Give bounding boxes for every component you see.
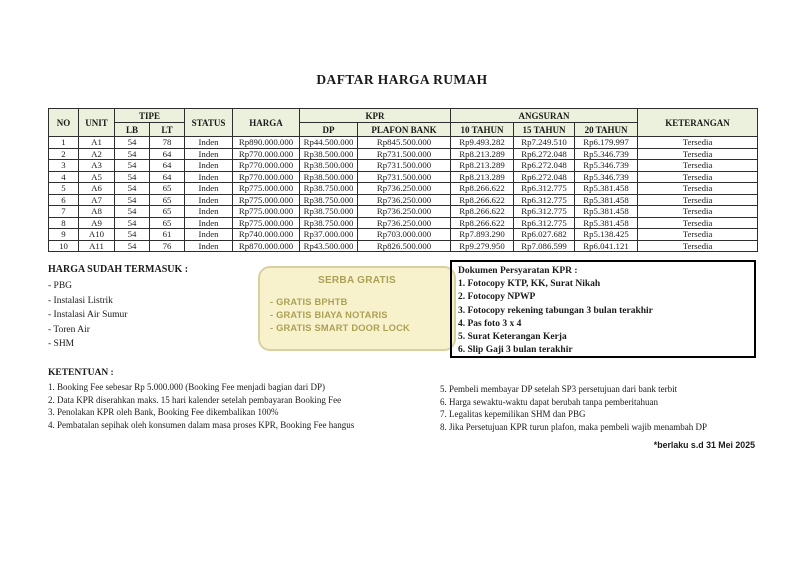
page-title: DAFTAR HARGA RUMAH (316, 72, 488, 87)
table-cell: Tersedia (638, 171, 758, 183)
table-cell: 9 (49, 229, 79, 241)
table-cell: 54 (115, 217, 150, 229)
table-cell: Rp5.381.458 (575, 194, 638, 206)
gratis-item: - GRATIS BPHTB (270, 297, 348, 307)
ketentuan-item: 2. Data KPR diserahkan maks. 15 hari kalender setelah pembayaran Booking Fee (48, 394, 342, 405)
table-cell: Rp38.500.000 (300, 148, 358, 160)
col-header-harga: HARGA (233, 109, 300, 137)
gratis-item: - GRATIS SMART DOOR LOCK (270, 323, 410, 333)
col-header-20-tahun: 20 TAHUN (575, 123, 638, 137)
table-cell: 61 (150, 229, 185, 241)
included-heading: HARGA SUDAH TERMASUK : (48, 264, 189, 275)
table-cell: Rp5.346.739 (575, 171, 638, 183)
gratis-list (270, 296, 444, 335)
table-cell: Rp8.213.289 (451, 171, 514, 183)
table-cell: Inden (185, 171, 233, 183)
included-item: - Toren Air (48, 324, 90, 335)
price-table-header (49, 109, 758, 137)
table-cell: A1 (79, 137, 115, 149)
col-header-lt: LT (150, 123, 185, 137)
col-header-dp: DP (300, 123, 358, 137)
table-cell: Rp38.500.000 (300, 160, 358, 172)
table-cell: Rp736.250.000 (358, 183, 451, 195)
table-cell: Rp7.249.510 (514, 137, 575, 149)
table-cell: Rp6.312.775 (514, 183, 575, 195)
table-cell: Inden (185, 183, 233, 195)
dokumen-item: 6. Slip Gaji 3 bulan terakhir (458, 345, 573, 356)
table-row (49, 229, 758, 241)
table-cell: 1 (49, 137, 79, 149)
table-cell: 54 (115, 183, 150, 195)
table-cell: Rp5.381.458 (575, 206, 638, 218)
col-header-unit: UNIT (79, 109, 115, 137)
table-cell: Rp5.346.739 (575, 160, 638, 172)
table-cell: Rp845.500.000 (358, 137, 451, 149)
col-header-kpr: KPR (300, 109, 451, 123)
table-cell: Rp890.000.000 (233, 137, 300, 149)
included-item: - PBG (48, 281, 73, 291)
table-cell: Rp731.500.000 (358, 160, 451, 172)
table-row (49, 183, 758, 195)
col-header-lb: LB (115, 123, 150, 137)
table-cell: Rp7.086.599 (514, 240, 575, 252)
table-cell: Rp6.312.775 (514, 194, 575, 206)
ketentuan-item: 8. Jika Persetujuan KPR turun plafon, maka pembeli wajib menambah DP (440, 421, 707, 432)
table-cell: Rp38.750.000 (300, 194, 358, 206)
dokumen-item: 5. Surat Keterangan Kerja (458, 332, 567, 343)
ketentuan-item: 5. Pembeli membayar DP setelah SP3 persetujuan dari bank terbit (440, 384, 678, 394)
col-header-tipe: TIPE (115, 109, 185, 123)
dokumen-box (450, 260, 756, 358)
included-section (48, 264, 248, 352)
col-header-status: STATUS (185, 109, 233, 137)
table-cell: Rp9.493.282 (451, 137, 514, 149)
ketentuan-item: 1. Booking Fee sebesar Rp 5.000.000 (Booking Fee menjadi bagian dari DP) (48, 382, 325, 392)
ketentuan-section (48, 368, 758, 433)
ketentuan-item: 6. Harga sewaktu-waktu dapat berubah tanpa pemberitahuan (440, 396, 658, 407)
table-cell: Rp6.312.775 (514, 217, 575, 229)
table-cell: Rp731.500.000 (358, 171, 451, 183)
table-cell: Tersedia (638, 217, 758, 229)
table-cell: 8 (49, 217, 79, 229)
table-cell: Rp775.000.000 (233, 206, 300, 218)
table-cell: Rp9.279.950 (451, 240, 514, 252)
dokumen-item: 4. Pas foto 3 x 4 (458, 318, 522, 329)
price-table-body (49, 137, 758, 252)
table-cell: Rp736.250.000 (358, 217, 451, 229)
table-cell: Inden (185, 160, 233, 172)
table-cell: Tersedia (638, 183, 758, 195)
price-table (48, 108, 758, 252)
table-cell: Rp7.893.290 (451, 229, 514, 241)
table-cell: A11 (79, 240, 115, 252)
table-cell: 65 (150, 217, 185, 229)
ketentuan-item: 4. Pembatalan sepihak oleh konsumen dalam masa proses KPR, Booking Fee hangus (48, 419, 355, 430)
ketentuan-heading: KETENTUAN : (48, 368, 114, 378)
col-header-10-tahun: 10 TAHUN (451, 123, 514, 137)
table-cell: Rp740.000.000 (233, 229, 300, 241)
table-cell: 65 (150, 183, 185, 195)
gratis-title: SERBA GRATIS (317, 275, 397, 286)
table-cell: Rp6.041.121 (575, 240, 638, 252)
table-cell: Rp8.266.622 (451, 183, 514, 195)
table-cell: Rp8.213.289 (451, 148, 514, 160)
table-cell: A5 (79, 171, 115, 183)
table-cell: Rp770.000.000 (233, 160, 300, 172)
table-cell: Rp44.500.000 (300, 137, 358, 149)
table-cell: 54 (115, 148, 150, 160)
table-cell: Inden (185, 194, 233, 206)
table-cell: Inden (185, 137, 233, 149)
included-item: - Instalasi Listrik (48, 295, 113, 306)
table-cell: Rp43.500.000 (300, 240, 358, 252)
table-cell: 54 (115, 194, 150, 206)
dokumen-title: Dokumen Persyaratan KPR : (458, 266, 578, 276)
table-cell: 10 (49, 240, 79, 252)
table-cell: Rp736.250.000 (358, 206, 451, 218)
table-row (49, 148, 758, 160)
table-cell: Rp6.272.048 (514, 160, 575, 172)
ketentuan-right-list (440, 381, 758, 433)
table-row (49, 240, 758, 252)
table-cell: Rp8.266.622 (451, 217, 514, 229)
table-cell: A6 (79, 183, 115, 195)
table-cell: Tersedia (638, 137, 758, 149)
table-cell: Rp38.750.000 (300, 183, 358, 195)
table-cell: 6 (49, 194, 79, 206)
col-header-15-tahun: 15 TAHUN (514, 123, 575, 137)
table-cell: 65 (150, 194, 185, 206)
ketentuan-item: 7. Legalitas kepemilikan SHM dan PBG (440, 409, 586, 420)
table-cell: 78 (150, 137, 185, 149)
table-cell: Rp5.138.425 (575, 229, 638, 241)
table-cell: Rp38.500.000 (300, 171, 358, 183)
included-item: - SHM (48, 339, 75, 349)
table-cell: Rp775.000.000 (233, 194, 300, 206)
ketentuan-item: 3. Penolakan KPR oleh Bank, Booking Fee dikembalikan 100% (48, 407, 279, 418)
table-row (49, 137, 758, 149)
table-cell: A9 (79, 217, 115, 229)
table-cell: A10 (79, 229, 115, 241)
table-row (49, 171, 758, 183)
table-cell: 3 (49, 160, 79, 172)
table-cell: 5 (49, 183, 79, 195)
table-cell: Rp870.000.000 (233, 240, 300, 252)
table-cell: Rp6.027.682 (514, 229, 575, 241)
table-cell: Inden (185, 240, 233, 252)
table-cell: Rp6.272.048 (514, 171, 575, 183)
table-cell: Rp703.000.000 (358, 229, 451, 241)
table-row (49, 194, 758, 206)
table-cell: 64 (150, 171, 185, 183)
table-row (49, 217, 758, 229)
table-cell: Rp8.266.622 (451, 206, 514, 218)
table-cell: 64 (150, 148, 185, 160)
table-cell: 65 (150, 206, 185, 218)
table-cell: Rp775.000.000 (233, 183, 300, 195)
included-list (48, 279, 248, 352)
table-cell: 54 (115, 160, 150, 172)
table-cell: Tersedia (638, 240, 758, 252)
table-cell: 54 (115, 137, 150, 149)
table-cell: Rp38.750.000 (300, 217, 358, 229)
table-cell: 7 (49, 206, 79, 218)
validity-footnote: *berlaku s.d 31 Mei 2025 (653, 440, 755, 450)
table-cell: Rp736.250.000 (358, 194, 451, 206)
table-cell: Rp770.000.000 (233, 148, 300, 160)
table-cell: A2 (79, 148, 115, 160)
table-cell: Inden (185, 229, 233, 241)
table-cell: A7 (79, 194, 115, 206)
table-cell: A8 (79, 206, 115, 218)
col-header-no: NO (49, 109, 79, 137)
table-cell: Rp8.266.622 (451, 194, 514, 206)
col-header-plafon-bank: PLAFON BANK (358, 123, 451, 137)
table-cell: 64 (150, 160, 185, 172)
col-header-keterangan: KETERANGAN (638, 109, 758, 137)
table-cell: 54 (115, 229, 150, 241)
table-cell: Rp37.000.000 (300, 229, 358, 241)
table-cell: 76 (150, 240, 185, 252)
dokumen-item: 1. Fotocopy KTP, KK, Surat Nikah (458, 279, 601, 290)
table-cell: Rp775.000.000 (233, 217, 300, 229)
gratis-item: - GRATIS BIAYA NOTARIS (270, 310, 388, 320)
col-header-angsuran: ANGSURAN (451, 109, 638, 123)
table-cell: Tersedia (638, 229, 758, 241)
table-row (49, 160, 758, 172)
table-cell: 54 (115, 206, 150, 218)
gratis-box (258, 266, 456, 351)
dokumen-item: 2. Fotocopy NPWP (458, 292, 536, 303)
table-cell: Rp6.179.997 (575, 137, 638, 149)
table-cell: Inden (185, 148, 233, 160)
table-cell: Rp5.346.739 (575, 148, 638, 160)
table-cell: Inden (185, 206, 233, 218)
table-cell: Tersedia (638, 160, 758, 172)
table-cell: Rp770.000.000 (233, 171, 300, 183)
table-cell: Inden (185, 217, 233, 229)
included-item: - Instalasi Air Sumur (48, 310, 128, 320)
table-cell: Tersedia (638, 206, 758, 218)
table-cell: 54 (115, 240, 150, 252)
table-cell: Rp6.312.775 (514, 206, 575, 218)
table-cell: Rp5.381.458 (575, 183, 638, 195)
table-cell: Rp731.500.000 (358, 148, 451, 160)
table-cell: 4 (49, 171, 79, 183)
table-row (49, 206, 758, 218)
table-cell: Rp826.500.000 (358, 240, 451, 252)
dokumen-list (458, 278, 748, 357)
ketentuan-left-list (48, 381, 440, 433)
table-cell: Tersedia (638, 194, 758, 206)
dokumen-item: 3. Fotocopy rekening tabungan 3 bulan terakhir (458, 305, 653, 316)
table-cell: Rp8.213.289 (451, 160, 514, 172)
table-cell: Rp6.272.048 (514, 148, 575, 160)
table-cell: 2 (49, 148, 79, 160)
table-cell: Tersedia (638, 148, 758, 160)
table-cell: 54 (115, 171, 150, 183)
table-cell: A3 (79, 160, 115, 172)
table-cell: Rp5.381.458 (575, 217, 638, 229)
table-cell: Rp38.750.000 (300, 206, 358, 218)
